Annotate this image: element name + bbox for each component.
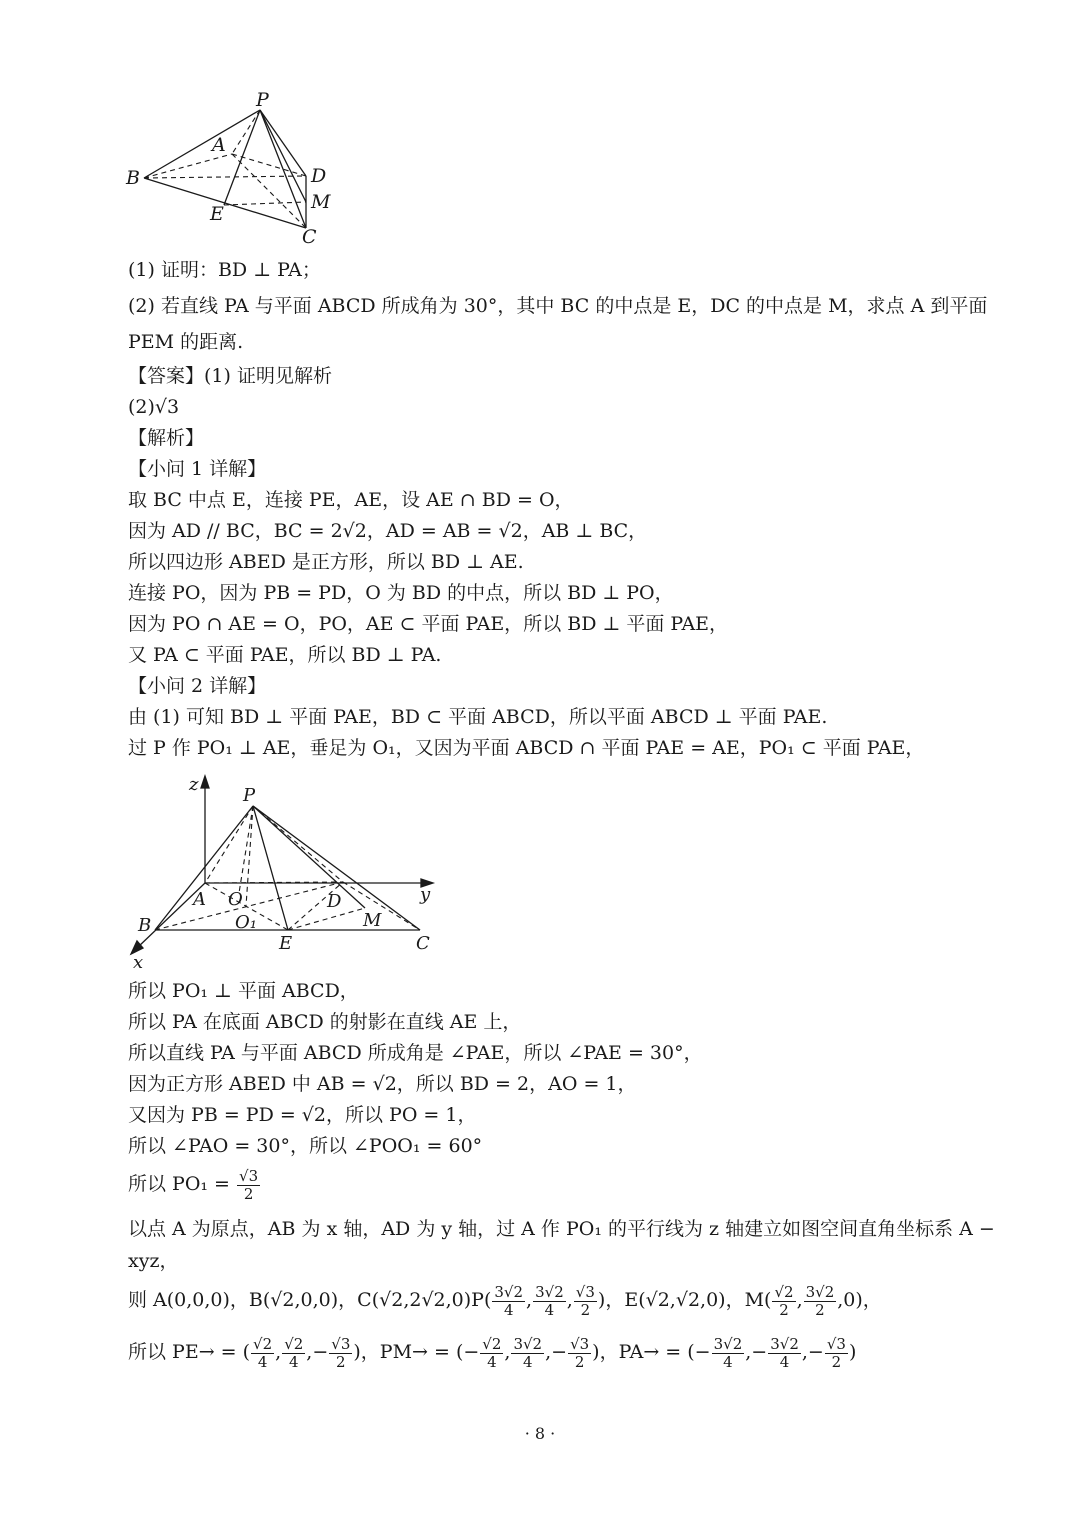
subquestion-1-heading: 【小问 1 详解】 — [128, 458, 267, 480]
label-A: A — [212, 134, 226, 156]
step-line: 取 BC 中点 E，连接 PE，AE，设 AE ∩ BD = O， — [128, 489, 574, 511]
label-x: x — [133, 952, 144, 973]
label-B: B — [138, 915, 152, 936]
step-line: 所以四边形 ABED 是正方形，所以 BD ⊥ AE. — [128, 551, 524, 573]
answer-2: (2)√3 — [128, 396, 180, 418]
step-line: 因为 AD // BC，BC = 2√2，AD = AB = √2，AB ⊥ BC， — [128, 520, 648, 542]
subquestion-2-heading: 【小问 2 详解】 — [128, 675, 267, 697]
label-A: A — [193, 889, 206, 910]
question-2: (2) 若直线 PA 与平面 ABCD 所成角为 30°，其中 BC 的中点是 E，DC 的中点是 M，求点 A 到平面 — [128, 295, 988, 317]
label-E: E — [279, 933, 293, 954]
label-E: E — [210, 203, 224, 225]
question-1: (1) 证明：BD ⊥ PA； — [128, 259, 321, 281]
step-text: 所以 PO₁ = — [128, 1173, 230, 1195]
label-B: B — [126, 167, 140, 189]
question-2-cont: PEM 的距离. — [128, 331, 244, 353]
label-M: M — [363, 910, 382, 931]
label-y: y — [420, 884, 431, 905]
coordinates-line: 则 A(0,0,0)，B(√2,0,0)，C(√2,2√2,0)P( $\frac{3√2}{4}$ , $\frac{3√2}{4}$ , $\frac{√3}{2}$ )，E(√2,√2,0)，M( $\frac{√2}{2}$ , $\frac{3√2}{2}$ ,0)， — [128, 1282, 882, 1319]
step-line: 因为正方形 ABED 中 AB = √2，所以 BD = 2，AO = 1， — [128, 1073, 637, 1095]
label-O: O — [228, 889, 243, 910]
step-line: 所以 ∠PAO = 30°，所以 ∠POO₁ = 60° — [128, 1135, 483, 1157]
answer-1: 【答案】(1) 证明见解析 — [128, 365, 332, 387]
step-line: 因为 PO ∩ AE = O，PO，AE ⊂ 平面 PAE，所以 BD ⊥ 平面 PAE， — [128, 613, 729, 635]
label-P: P — [256, 89, 269, 111]
step-line: 以点 A 为原点，AB 为 x 轴，AD 为 y 轴，过 A 作 PO₁ 的平行线为 z 轴建立如图空间直角坐标系 A − — [128, 1218, 995, 1240]
label-D: D — [311, 165, 327, 187]
step-line: 由 (1) 可知 BD ⊥ 平面 PAE，BD ⊂ 平面 ABCD，所以平面 ABCD ⊥ 平面 PAE. — [128, 706, 828, 728]
label-O1: O₁ — [235, 912, 257, 933]
step-line: 连接 PO，因为 PB = PD，O 为 BD 的中点，所以 BD ⊥ PO， — [128, 582, 674, 604]
step-line: 所以 PO₁ ⊥ 平面 ABCD， — [128, 980, 359, 1002]
pyramid-figure — [120, 88, 350, 248]
page-number: · 8 · — [524, 1424, 556, 1443]
label-M: M — [311, 191, 331, 213]
vectors-line: 所以 PE→ = ( $\frac{√2}{4}$ , $\frac{√2}{4}$ ,− $\frac{√3}{2}$ )，PM→ = (− $\frac{√2}{4}$ , $\frac{3√2}{4}$ ,− $\frac{√3}{2}$ )，PA→ = (− $\frac{3√2}{4}$ ,− $\frac{3√2}{4}$ ,− $\frac{√3}{2}$ ) — [128, 1334, 857, 1371]
step-line: 所以直线 PA 与平面 ABCD 所成角是 ∠PAE，所以 ∠PAE = 30°， — [128, 1042, 703, 1064]
label-C: C — [416, 933, 430, 954]
analysis-heading: 【解析】 — [128, 427, 205, 449]
step-line: 又 PA ⊂ 平面 PAE，所以 BD ⊥ PA. — [128, 644, 442, 666]
label-D: D — [327, 891, 342, 912]
step-line: 过 P 作 PO₁ ⊥ AE，垂足为 O₁，又因为平面 ABCD ∩ 平面 PAE = AE，PO₁ ⊂ 平面 PAE， — [128, 737, 925, 759]
label-P: P — [243, 785, 256, 806]
step-line-po1 — [128, 1164, 261, 1204]
label-z: z — [189, 774, 199, 795]
fraction: $\frac{√3}{2}$ — [239, 1166, 259, 1203]
coordinate-figure — [125, 768, 455, 973]
label-C: C — [302, 226, 317, 248]
step-line: 又因为 PB = PD = √2，所以 PO = 1， — [128, 1104, 477, 1126]
step-line: xyz， — [128, 1250, 179, 1272]
step-line: 所以 PA 在底面 ABCD 的射影在直线 AE 上， — [128, 1011, 522, 1033]
